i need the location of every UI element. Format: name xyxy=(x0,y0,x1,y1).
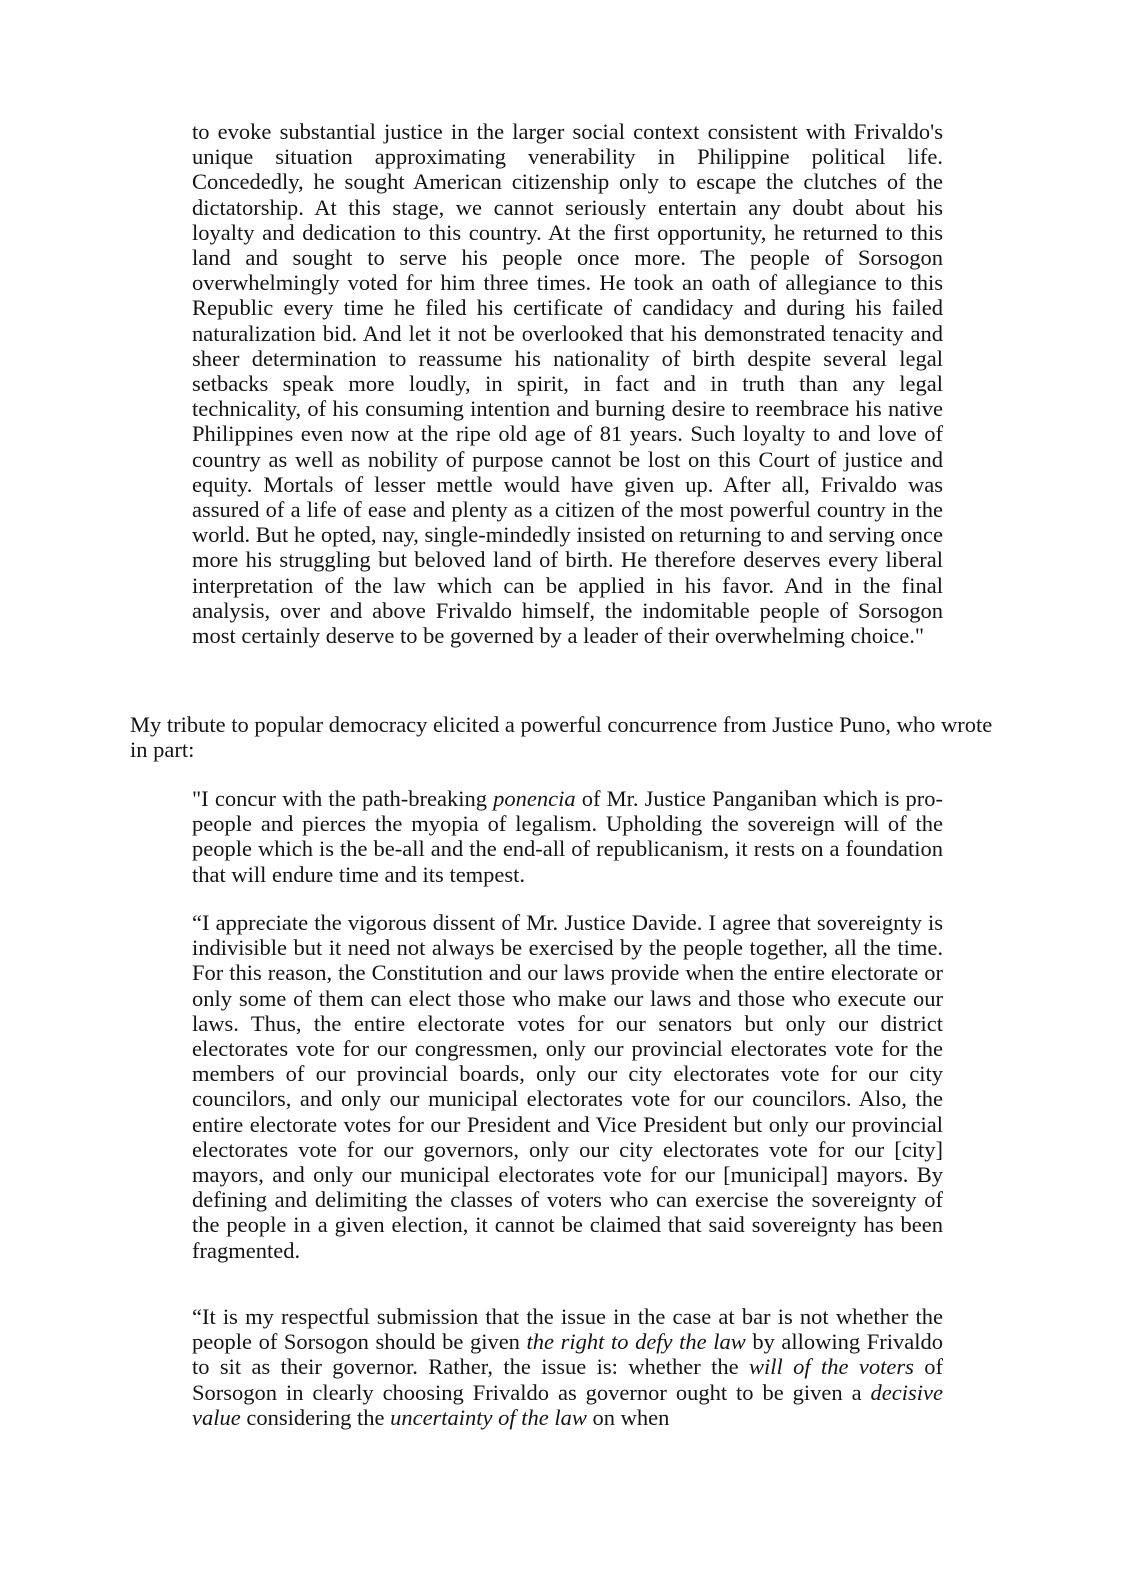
quote-puno-text-1: "I concur with the path-breaking xyxy=(192,786,494,811)
quote-submission-text-3: of Sorsogon in clearly choosing Frivaldo as governor ought to be given a xyxy=(192,1354,943,1405)
quote-submission-text-5: on when xyxy=(586,1404,670,1430)
quote-submission-italic-3: decisive value xyxy=(192,1379,943,1430)
quote-submission-text-2: by allowing Frivaldo to sit as their governor. Rather, the issue is: whether the xyxy=(192,1329,944,1380)
quote-submission-text-4: considering the xyxy=(240,1404,391,1430)
quote-davide-dissent xyxy=(192,910,943,1263)
quote-frivaldo-text: to evoke substantial justice in the larger social context consistent with Frivaldo's unique situation approximating venerability in Philippine political life. Concededly, he sought American citizenship only to escape the clutches of the dictatorship. At this stage, we cannot seriously entertain any doubt about his loyalty and dedication to this country. At the first opportunity, he returned to this land and sought to serve his people once more. The people of Sorsogon overwhelmingly voted for him three times. He took an oath of allegiance to this Republic every time he filed his certificate of candidacy and during his failed naturalization bid. And let it not be overlooked that his demonstrated tenacity and sheer determination to reassume his nationality of birth despite several legal setbacks speak more loudly, in spirit, in fact and in truth than any legal technicality, of his consuming intention and burning desire to reembrace his native Philippines even now at the ripe old age of 81 years. Such loyalty to and love of country as well as nobility of purpose cannot be lost on this Court of justice and equity. Mortals of lesser mettle would have given up. After all, Frivaldo was assured of a life of ease and plenty as a citizen of the most powerful country in the world. But he opted, nay, single-mindedly insisted on returning to and serving once more his struggling but beloved land of birth. He therefore deserves every liberal interpretation of the law which can be applied in his favor. And in the final analysis, over and above Frivaldo himself, the indomitable people of Sorsogon most certainly deserve to be governed by a leader of their overwhelming choice." xyxy=(192,119,943,649)
quote-davide-text: “I appreciate the vigorous dissent of Mr. Justice Davide. I agree that sovereignty is indivisible but it need not always be exercised by the people together, all the time. For this reason, the Constitution and our laws provide when the entire electorate or only some of them can elect those who make our laws and those who execute our laws. Thus, the entire electorate votes for our senators but only our district electorates vote for our congressmen, only our provincial electorates vote for the members of our provincial boards, only our city electorates vote for our city councilors, and only our municipal electorates vote for our councilors. Also, the entire electorate votes for our President and Vice President but only our provincial electorates vote for our governors, only our city electorates vote for our [city] mayors, and only our municipal electorates vote for our [municipal] mayors. By defining and delimiting the classes of voters who can exercise the sovereignty of the people in a given election, it cannot be claimed that said sovereignty has been fragmented. xyxy=(192,910,943,1263)
quote-puno-text-2: of Mr. Justice Panganiban which is pro-people and pierces the myopia of legalism. Upholding the sovereign will of the people which is the be-all and the end-all of republicanism, it rests on a foundation that will endure time and its tempest. xyxy=(192,786,943,887)
quote-frivaldo-excerpt xyxy=(192,119,943,648)
quote-submission-italic-1: the right to defy the law xyxy=(526,1329,746,1355)
quote-submission-text-1: “It is my respectful submission that the issue in the case at bar is not whether the people of Sorsogon should be given xyxy=(192,1304,943,1355)
quote-respectful-submission xyxy=(192,1304,943,1430)
intro-paragraph: My tribute to popular democracy elicited a powerful concurrence from Justice Puno, who wrote in part: xyxy=(130,712,993,763)
quote-puno-concurrence xyxy=(192,786,943,887)
quote-submission-italic-4: uncertainty of the law xyxy=(390,1404,587,1430)
quote-puno-italic-ponencia: ponencia xyxy=(493,786,576,811)
quote-submission-italic-2: will of the voters xyxy=(748,1354,914,1380)
